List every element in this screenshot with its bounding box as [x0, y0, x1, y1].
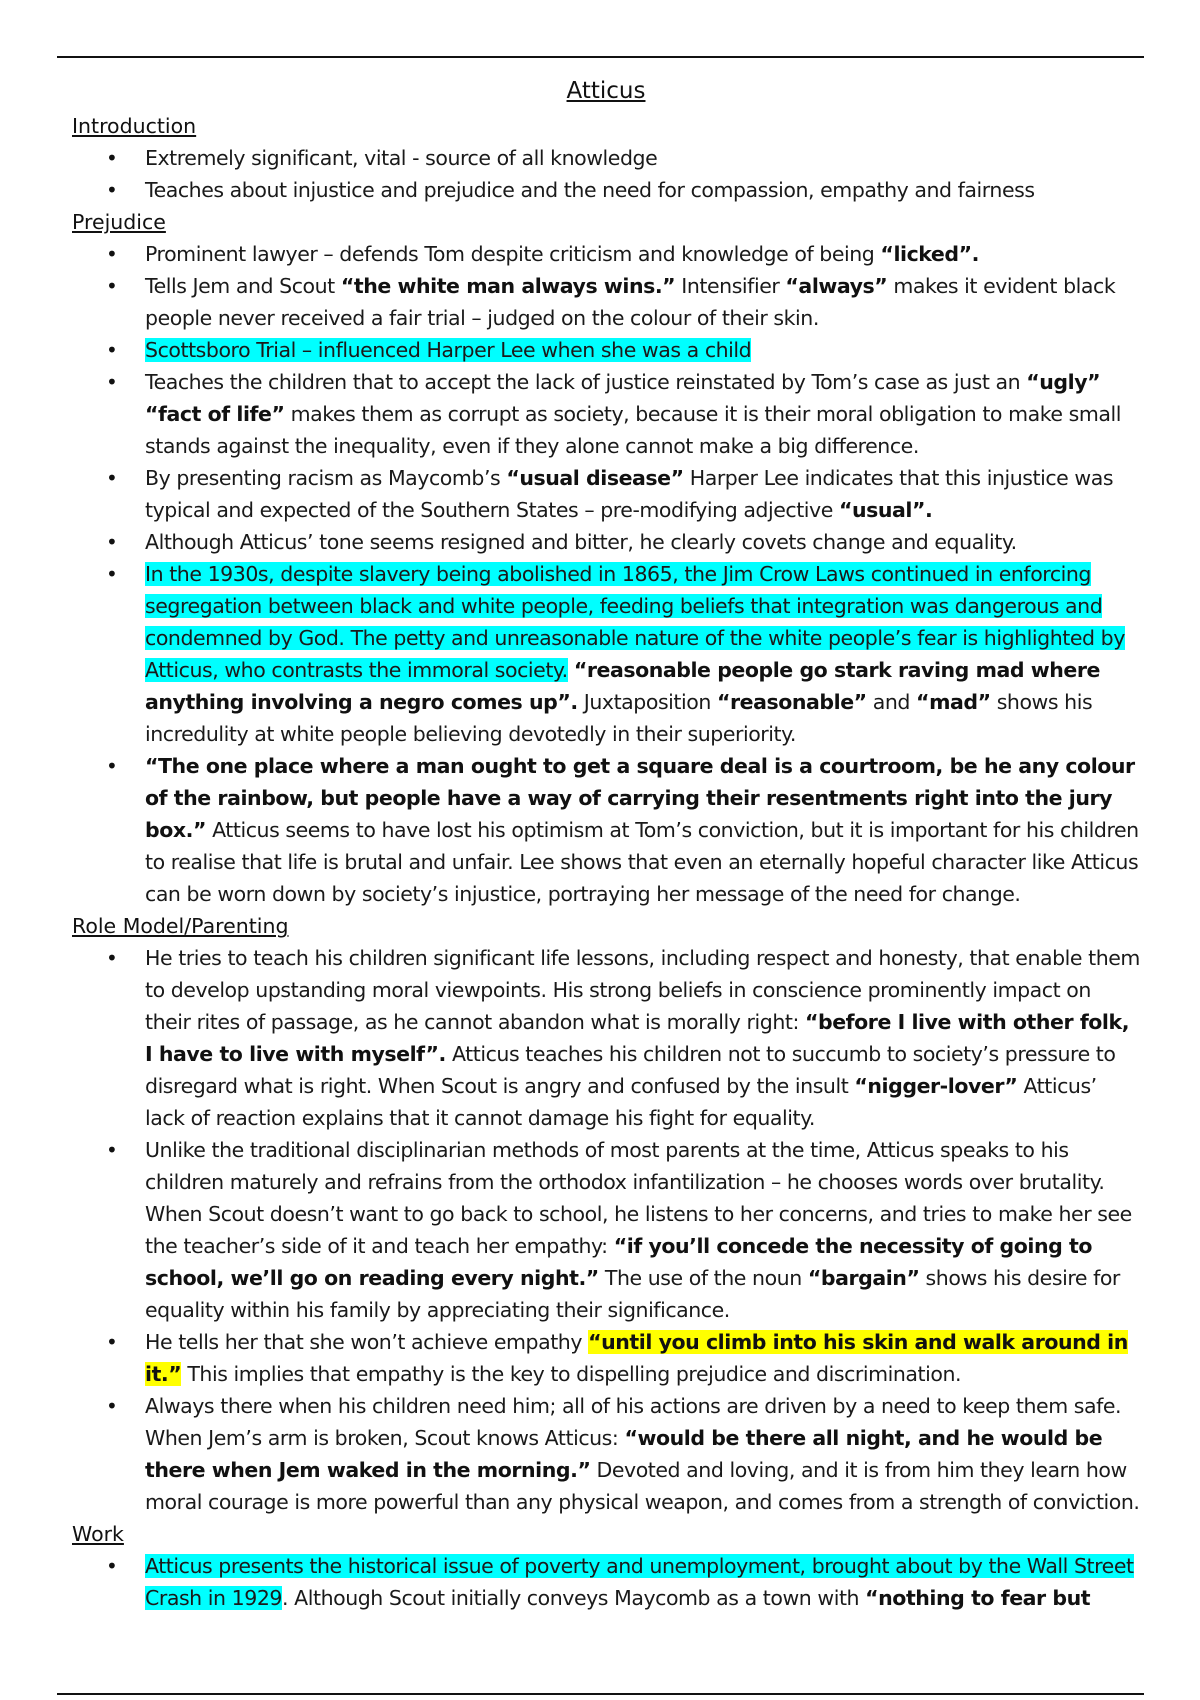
bullet-icon: • — [106, 466, 118, 490]
bullet-icon: • — [106, 1554, 118, 1578]
bullet-list — [72, 1550, 1140, 1614]
bullet-icon: • — [106, 178, 118, 202]
section-heading: Role Model/Parenting — [72, 914, 289, 938]
body-text: He tells her that she won’t achieve empathy — [145, 1330, 589, 1354]
body-text: Juxtaposition — [577, 690, 717, 714]
body-text: Prominent lawyer – defends Tom despite criticism and knowledge of being — [145, 242, 881, 266]
bullet-list — [72, 942, 1140, 1518]
quote-text: “reasonable” — [716, 690, 867, 714]
section-heading: Work — [72, 1522, 124, 1546]
section-heading: Introduction — [72, 114, 197, 138]
highlighted-text: Scottsboro Trial – influenced Harper Lee when she was a child — [145, 338, 752, 362]
body-text: This implies that empathy is the key to dispelling prejudice and discrimination. — [181, 1362, 962, 1386]
body-text: Atticus teaches his children not to succumb to society’s pressure to disregard what is right. When Scout is angry and confused by the insult — [145, 1042, 1116, 1098]
quote-text: “before I live with other folk, I have to live with myself”. — [145, 1010, 1130, 1066]
document-body — [72, 74, 1140, 1614]
body-text: Intensifier — [675, 274, 786, 298]
bullet-icon: • — [106, 146, 118, 170]
list-item — [72, 942, 1140, 1134]
bottom-rule — [57, 1693, 1144, 1695]
bullet-icon: • — [106, 242, 118, 266]
body-text: The use of the noun — [598, 1266, 808, 1290]
quote-text: “usual disease” — [506, 466, 684, 490]
body-text: Tells Jem and Scout — [145, 274, 341, 298]
list-item — [72, 526, 1140, 558]
body-text: Teaches the children that to accept the lack of justice reinstated by Tom’s case as just an — [145, 370, 1027, 394]
quote-text: “would be there all night, and he would be there when Jem waked in the morning.” — [145, 1426, 1103, 1482]
quote-text: “usual”. — [838, 498, 933, 522]
list-item — [72, 1134, 1140, 1326]
body-text: makes them as corrupt as society, because it is their moral obligation to make small stands against the inequality, even if they alone cannot make a big difference. — [145, 402, 1121, 458]
list-item — [72, 270, 1140, 334]
body-text: He tries to teach his children significant life lessons, including respect and honesty, that enable them to develop upstanding moral viewpoints. His strong beliefs in conscience prominently impact on their rites of passage, as he cannot abandon what is morally right: — [145, 946, 1140, 1034]
list-item — [72, 462, 1140, 526]
bullet-icon: • — [106, 370, 118, 394]
highlighted-text: In the 1930s, despite slavery being abolished in 1865, the Jim Crow Laws continued in enforcing segregation between black and white people, feeding beliefs that integration was dangerous and condemned by God. The petty and unreasonable nature of the white people’s fear is highlighted by Atticus, who contrasts the immoral society. — [145, 562, 1125, 682]
bullet-icon: • — [106, 530, 118, 554]
bullet-icon: • — [106, 754, 118, 778]
list-item — [72, 334, 1140, 366]
quote-text: “reasonable people go stark raving mad where anything involving a negro comes up”. — [145, 658, 1100, 714]
body-text: . Although Scout initially conveys Maycomb as a town with — [282, 1586, 866, 1610]
highlighted-text: Atticus presents the historical issue of poverty and unemployment, brought about by the Wall Street Crash in 1929 — [145, 1554, 1134, 1610]
quote-text: “if you’ll concede the necessity of going to school, we’ll go on reading every night.” — [145, 1234, 1093, 1290]
body-text: and — [866, 690, 917, 714]
bullet-icon: • — [106, 338, 118, 362]
page-title: Atticus — [566, 78, 646, 104]
bullet-icon: • — [106, 274, 118, 298]
list-item — [72, 366, 1140, 462]
body-text: Devoted and loving, and it is from him they learn how moral courage is more powerful than any physical weapon, and comes from a strength of conviction. — [145, 1458, 1140, 1514]
top-rule — [57, 56, 1144, 58]
quote-text: “always” — [785, 274, 888, 298]
quote-text: “mad” — [916, 690, 991, 714]
list-item — [72, 1550, 1140, 1614]
bullet-icon: • — [106, 1330, 118, 1354]
bullet-icon: • — [106, 1138, 118, 1162]
bullet-list — [72, 238, 1140, 910]
body-text: Harper Lee indicates that this injustice was typical and expected of the Southern States – pre-modifying adjective — [145, 466, 1114, 522]
list-item — [72, 142, 1140, 174]
quote-text: “nothing to fear but — [865, 1586, 1091, 1610]
bullet-list — [72, 142, 1140, 206]
list-item — [72, 558, 1140, 750]
bullet-icon: • — [106, 562, 118, 586]
quote-text: “the white man always wins.” — [340, 274, 676, 298]
body-text: makes it evident black people never received a fair trial – judged on the colour of their skin. — [145, 274, 1116, 330]
highlighted-text: “until you climb into his skin and walk around in it.” — [145, 1330, 1128, 1386]
body-text: shows his incredulity at white people believing devotedly in their superiority. — [145, 690, 1093, 746]
body-text: Always there when his children need him; all of his actions are driven by a need to keep them safe. When Jem’s arm is broken, Scout knows Atticus: — [145, 1394, 1122, 1450]
list-item — [72, 750, 1140, 910]
section-heading: Prejudice — [72, 210, 166, 234]
list-item — [72, 238, 1140, 270]
quote-text: “bargain” — [807, 1266, 920, 1290]
body-text: By presenting racism as Maycomb’s — [145, 466, 507, 490]
quote-text: “licked”. — [880, 242, 979, 266]
body-text: Teaches about injustice and prejudice and the need for compassion, empathy and fairness — [145, 178, 1035, 202]
body-text: Extremely significant, vital - source of all knowledge — [145, 146, 658, 170]
body-text: Atticus’ lack of reaction explains that it cannot damage his fight for equality. — [145, 1074, 1097, 1130]
list-item — [72, 174, 1140, 206]
sections-container — [72, 110, 1140, 1614]
list-item — [72, 1390, 1140, 1518]
quote-text: “nigger-lover” — [854, 1074, 1018, 1098]
quote-text: “ugly” “fact of life” — [145, 370, 1101, 426]
quote-text: “The one place where a man ought to get a square deal is a courtroom, be he any colour of the rainbow, but people have a way of carrying their resentments right into the jury box.” — [145, 754, 1135, 842]
body-text: Atticus seems to have lost his optimism at Tom’s conviction, but it is important for his children to realise that life is brutal and unfair. Lee shows that even an eternally hopeful character like Atticus can be worn down by society’s injustice, portraying her message of the need for change. — [145, 818, 1139, 906]
body-text: shows his desire for equality within his family by appreciating their significance. — [145, 1266, 1120, 1322]
body-text: Although Atticus’ tone seems resigned and bitter, he clearly covets change and equality. — [145, 530, 1017, 554]
bullet-icon: • — [106, 946, 118, 970]
bullet-icon: • — [106, 1394, 118, 1418]
list-item — [72, 1326, 1140, 1390]
body-text: Unlike the traditional disciplinarian methods of most parents at the time, Atticus speaks to his children maturely and refrains from the orthodox infantilization – he chooses words over brutality. When Scout doesn’t want to go back to school, he listens to her concerns, and tries to make her see the teacher’s side of it and teach her empathy: — [145, 1138, 1132, 1258]
